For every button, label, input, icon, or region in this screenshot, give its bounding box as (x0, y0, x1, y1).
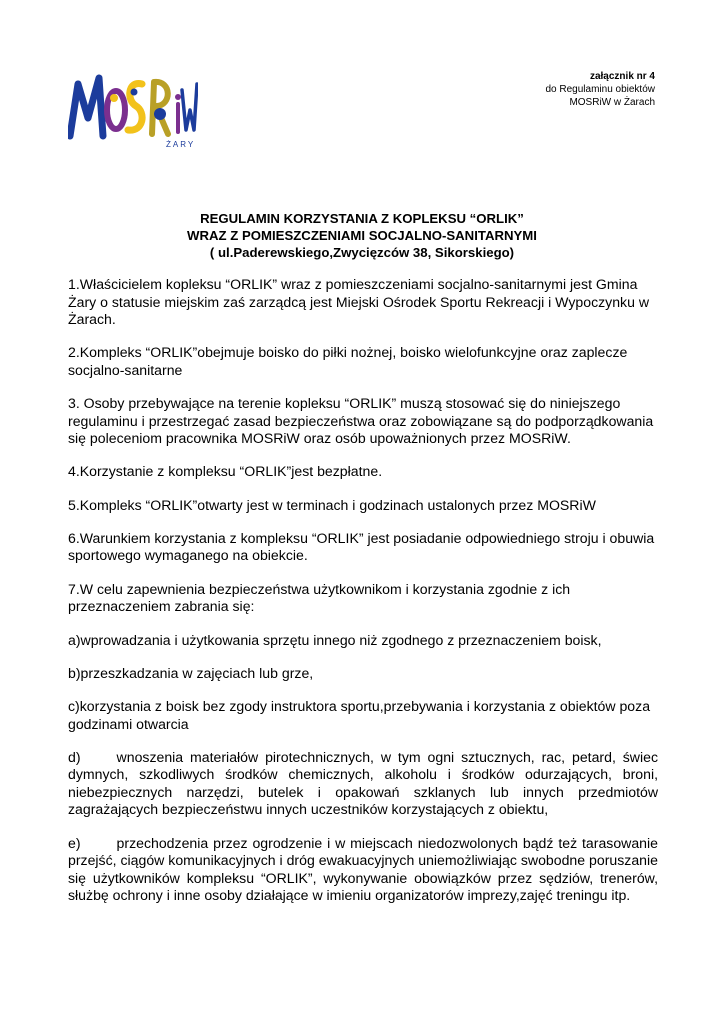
list-item-b: b)przeszkadzania w zajęciach lub grze, (68, 664, 314, 681)
list-item-e (68, 835, 658, 905)
paragraph-1: 1.Właścicielem kopleksu “ORLIK” wraz z pomieszczeniami socjalno-sanitarnymi jest Gmina Żary o statusie miejskim zaś zarządcą jest Miejski Ośrodek Sportu Rekreacji i Wypoczynku w Żarach. (68, 276, 650, 327)
list-item-e-text: przechodzenia przez ogrodzenie i w miejscach niedozwolonych bądź też tarasowanie przejść, ciągów komunikacyjnych i dróg ewakuacyjnych uniemożliwiając swobodne poruszanie się użytkowników kompleksu “ORLIK”, wykonywanie obowiązków przez sędziów, trenerów, służbę ochrony i inne osoby działające w imieniu organizatorów imprezy,zajęć treningu itp. (68, 834, 658, 904)
document-title (0, 210, 724, 261)
document-body (68, 276, 658, 921)
annex-line-3: MOSRiW w Żarach (569, 97, 655, 108)
title-line-1: REGULAMIN KORZYSTANIA Z KOPLEKSU “ORLIK” (200, 211, 524, 226)
list-item-a: a)wprowadzania i użytkowania sprzętu innego niż zgodnego z przeznaczeniem boisk, (68, 631, 602, 648)
paragraph-4: 4.Korzystanie z kompleksu “ORLIK”jest bezpłatne. (68, 463, 383, 480)
paragraph-7: 7.W celu zapewnienia bezpieczeństwa użytkownikom i korzystania zgodnie z ich przeznaczeniem zabrania się: (68, 580, 571, 615)
list-item-d (68, 749, 658, 819)
paragraph-6: 6.Warunkiem korzystania z kompleksu “ORLIK” jest posiadanie odpowiedniego stroju i obuwia sportowego wymaganego na obiekcie. (68, 529, 655, 564)
list-item-e-label: e) (68, 834, 81, 851)
title-line-2: WRAZ Z POMIESZCZENIAMI SOCJALNO-SANITARNYMI (187, 228, 537, 243)
annex-note (545, 70, 655, 109)
paragraph-2: 2.Kompleks “ORLIK”obejmuje boisko do piłki nożnej, boisko wielofunkcyjne oraz zaplecze socjalno-sanitarne (68, 344, 628, 378)
list-item-c: c)korzystania z boisk bez zgody instruktora sportu,przebywania i korzystania z obiektów poza godzinami otwarcia (68, 698, 651, 732)
list-item-d-text: wnoszenia materiałów pirotechnicznych, w tym ogni sztucznych, rac, petard, świec dymnych, szkodliwych środków chemicznych, alkoholu i środków odurzających, broni, niebezpiecznych narzędzi, butelek i opakowań szklanych lub innych przedmiotów zagrażających bezpieczeństwu innych uczestników korzystających z obiektu, (68, 748, 658, 818)
annex-line-2: do Regulaminu obiektów (545, 84, 655, 95)
paragraph-5: 5.Kompleks “ORLIK”otwarty jest w terminach i godzinach ustalonych przez MOSRiW (68, 496, 596, 513)
paragraph-3: 3. Osoby przebywające na terenie kopleksu “ORLIK” muszą stosować się do niniejszego regulaminu i przestrzegać zasad bezpieczeństwa oraz zobowiązane są do podporządkowania się poleceniom pracownika MOSRiW oraz osób upoważnionych przez MOSRiW. (68, 395, 654, 447)
mosriw-logo (68, 70, 198, 150)
list-item-d-label: d) (68, 748, 81, 765)
logo-subtext: ŻARY (166, 140, 196, 149)
annex-number: załącznik nr 4 (589, 71, 655, 82)
title-line-3: ( ul.Paderewskiego,Zwycięzców 38, Sikorskiego) (209, 245, 515, 260)
